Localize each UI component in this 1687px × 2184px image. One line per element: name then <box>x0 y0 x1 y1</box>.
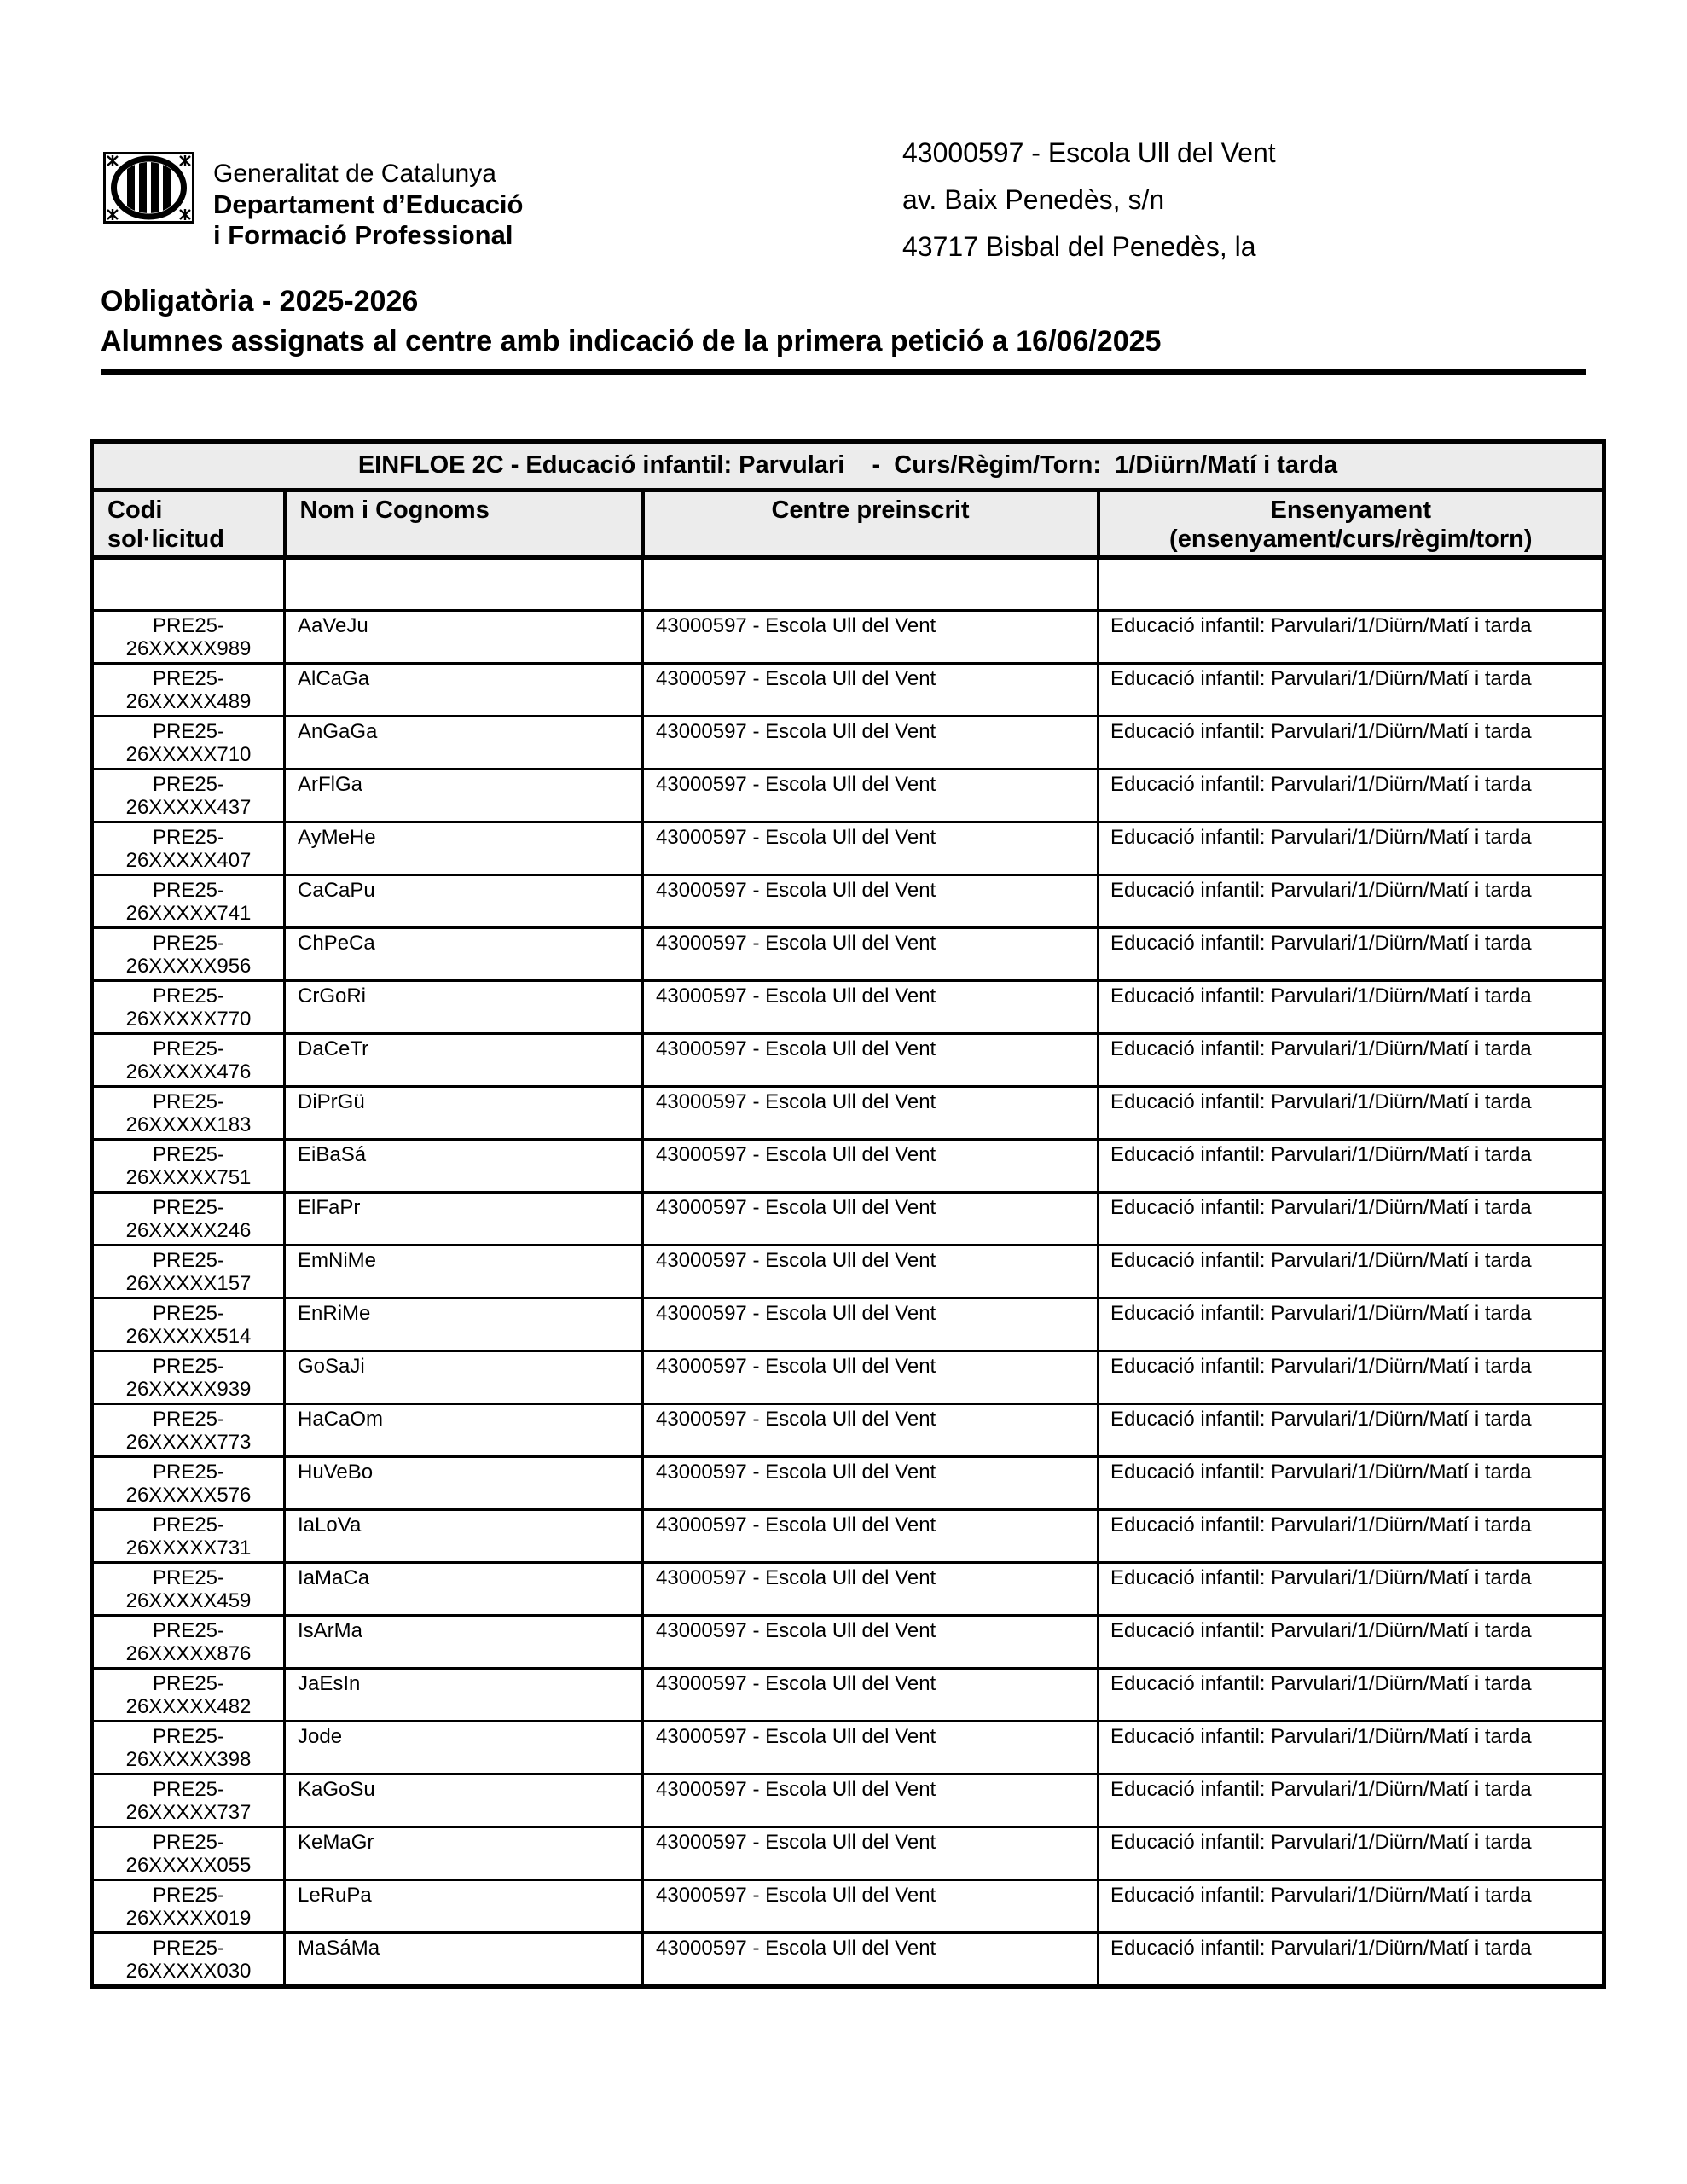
cell-centre-preinscrit: 43000597 - Escola Ull del Vent <box>643 1457 1099 1510</box>
codi-prefix: PRE25- <box>152 1408 225 1431</box>
cell-nom-cognoms: AyMeHe <box>285 822 643 875</box>
cell-ensenyament: Educació infantil: Parvulari/1/Diürn/Matí i tarda <box>1099 1827 1604 1880</box>
org-line-1: Generalitat de Catalunya <box>213 160 496 188</box>
codi-prefix: PRE25- <box>152 667 225 690</box>
codi-prefix: PRE25- <box>152 720 225 743</box>
table-row <box>92 1298 1604 1351</box>
codi-prefix: PRE25- <box>152 1831 225 1854</box>
cell-nom-cognoms: KaGoSu <box>285 1774 643 1827</box>
codi-prefix: PRE25- <box>152 1196 225 1219</box>
title-line-2: Alumnes assignats al centre amb indicació de la primera petició a 16/06/2025 <box>101 325 1162 357</box>
codi-number: 26XXXXX876 <box>125 1642 252 1665</box>
cell-nom-cognoms: CrGoRi <box>285 981 643 1034</box>
title-line-1: Obligatòria - 2025-2026 <box>101 285 419 317</box>
cell-centre-preinscrit: 43000597 - Escola Ull del Vent <box>643 1563 1099 1616</box>
table-row <box>92 770 1604 822</box>
cell-nom-cognoms: IaLoVa <box>285 1510 643 1563</box>
table-row <box>92 1827 1604 1880</box>
codi-prefix: PRE25- <box>152 1725 225 1748</box>
group-header-row <box>92 442 1604 491</box>
cell-ensenyament: Educació infantil: Parvulari/1/Diürn/Matí i tarda <box>1099 1193 1604 1246</box>
codi-prefix: PRE25- <box>152 614 225 637</box>
table-row <box>92 1774 1604 1827</box>
codi-number: 26XXXXX183 <box>125 1113 252 1136</box>
codi-number: 26XXXXX737 <box>125 1801 252 1824</box>
cell-nom-cognoms: DiPrGü <box>285 1087 643 1140</box>
cell-centre-preinscrit: 43000597 - Escola Ull del Vent <box>643 1774 1099 1827</box>
cell-codi-sollicitud <box>92 1510 285 1563</box>
cell-ensenyament: Educació infantil: Parvulari/1/Diürn/Matí i tarda <box>1099 1510 1604 1563</box>
table-row <box>92 664 1604 717</box>
cell-ensenyament: Educació infantil: Parvulari/1/Diürn/Matí i tarda <box>1099 1722 1604 1774</box>
cell-codi-sollicitud <box>92 1193 285 1246</box>
cell-nom-cognoms: KeMaGr <box>285 1827 643 1880</box>
col-header-centre: Centre preinscrit <box>643 491 1099 558</box>
cell-centre-preinscrit: 43000597 - Escola Ull del Vent <box>643 1246 1099 1298</box>
cell-ensenyament: Educació infantil: Parvulari/1/Diürn/Matí i tarda <box>1099 1034 1604 1087</box>
cell-nom-cognoms: ChPeCa <box>285 928 643 981</box>
cell-codi-sollicitud <box>92 664 285 717</box>
cell-ensenyament: Educació infantil: Parvulari/1/Diürn/Matí i tarda <box>1099 875 1604 928</box>
codi-prefix: PRE25- <box>152 1037 225 1060</box>
cell-codi-sollicitud <box>92 1034 285 1087</box>
cell-ensenyament: Educació infantil: Parvulari/1/Diürn/Matí i tarda <box>1099 1404 1604 1457</box>
table-row <box>92 1140 1604 1193</box>
table-row <box>92 1087 1604 1140</box>
codi-prefix: PRE25- <box>152 1778 225 1801</box>
cell-nom-cognoms: AnGaGa <box>285 717 643 770</box>
table-row <box>92 1351 1604 1404</box>
cell-ensenyament: Educació infantil: Parvulari/1/Diürn/Matí i tarda <box>1099 1774 1604 1827</box>
codi-prefix: PRE25- <box>152 1302 225 1325</box>
school-address-block <box>902 130 1276 270</box>
codi-prefix: PRE25- <box>152 932 225 955</box>
cell-codi-sollicitud <box>92 1722 285 1774</box>
col-header-ens-line2: (ensenyament/curs/règim/torn) <box>1169 526 1533 553</box>
codi-prefix: PRE25- <box>152 1619 225 1642</box>
group-header: EINFLOE 2C - Educació infantil: Parvulari - Curs/Règim/Torn: 1/Diürn/Matí i tarda <box>92 442 1604 491</box>
cell-centre-preinscrit: 43000597 - Escola Ull del Vent <box>643 822 1099 875</box>
cell-codi-sollicitud <box>92 1298 285 1351</box>
cell-centre-preinscrit: 43000597 - Escola Ull del Vent <box>643 875 1099 928</box>
cell-ensenyament: Educació infantil: Parvulari/1/Diürn/Matí i tarda <box>1099 1933 1604 1987</box>
cell-nom-cognoms: EiBaSá <box>285 1140 643 1193</box>
cell-nom-cognoms: CaCaPu <box>285 875 643 928</box>
cell-nom-cognoms: AaVeJu <box>285 611 643 664</box>
cell-nom-cognoms: HaCaOm <box>285 1404 643 1457</box>
table-row <box>92 1616 1604 1669</box>
cell-codi-sollicitud <box>92 981 285 1034</box>
cell-codi-sollicitud <box>92 1669 285 1722</box>
cell-centre-preinscrit: 43000597 - Escola Ull del Vent <box>643 1880 1099 1933</box>
codi-number: 26XXXXX437 <box>125 796 252 819</box>
org-line-3: i Formació Professional <box>213 220 513 250</box>
codi-number: 26XXXXX773 <box>125 1431 252 1454</box>
header-body-divider <box>92 557 1604 611</box>
table-row <box>92 981 1604 1034</box>
codi-number: 26XXXXX019 <box>125 1907 252 1930</box>
codi-number: 26XXXXX710 <box>125 743 252 766</box>
table-row <box>92 1404 1604 1457</box>
table-row <box>92 1246 1604 1298</box>
codi-number: 26XXXXX731 <box>125 1536 252 1560</box>
codi-prefix: PRE25- <box>152 1355 225 1378</box>
cell-codi-sollicitud <box>92 1880 285 1933</box>
cell-ensenyament: Educació infantil: Parvulari/1/Diürn/Matí i tarda <box>1099 1880 1604 1933</box>
cell-nom-cognoms: EnRiMe <box>285 1298 643 1351</box>
table-row <box>92 1034 1604 1087</box>
cell-ensenyament: Educació infantil: Parvulari/1/Diürn/Matí i tarda <box>1099 1140 1604 1193</box>
page-title <box>101 282 1586 375</box>
codi-prefix: PRE25- <box>152 1937 225 1960</box>
table-row <box>92 875 1604 928</box>
cell-codi-sollicitud <box>92 770 285 822</box>
codi-number: 26XXXXX459 <box>125 1589 252 1612</box>
col-header-ensenyament <box>1099 491 1604 558</box>
cell-centre-preinscrit: 43000597 - Escola Ull del Vent <box>643 1298 1099 1351</box>
cell-nom-cognoms: DaCeTr <box>285 1034 643 1087</box>
codi-prefix: PRE25- <box>152 1249 225 1272</box>
codi-number: 26XXXXX476 <box>125 1060 252 1083</box>
col-header-nom: Nom i Cognoms <box>285 491 643 558</box>
cell-centre-preinscrit: 43000597 - Escola Ull del Vent <box>643 928 1099 981</box>
cell-codi-sollicitud <box>92 822 285 875</box>
codi-number: 26XXXXX770 <box>125 1008 252 1031</box>
cell-centre-preinscrit: 43000597 - Escola Ull del Vent <box>643 1034 1099 1087</box>
codi-prefix: PRE25- <box>152 1143 225 1166</box>
table-row <box>92 717 1604 770</box>
cell-centre-preinscrit: 43000597 - Escola Ull del Vent <box>643 1669 1099 1722</box>
cell-centre-preinscrit: 43000597 - Escola Ull del Vent <box>643 981 1099 1034</box>
cell-centre-preinscrit: 43000597 - Escola Ull del Vent <box>643 1933 1099 1987</box>
cell-ensenyament: Educació infantil: Parvulari/1/Diürn/Matí i tarda <box>1099 611 1604 664</box>
cell-codi-sollicitud <box>92 1933 285 1987</box>
codi-prefix: PRE25- <box>152 773 225 796</box>
column-header-row <box>92 491 1604 558</box>
school-street: av. Baix Penedès, s/n <box>902 184 1165 215</box>
table-row <box>92 1669 1604 1722</box>
cell-codi-sollicitud <box>92 1087 285 1140</box>
cell-nom-cognoms: AlCaGa <box>285 664 643 717</box>
codi-number: 26XXXXX246 <box>125 1219 252 1242</box>
cell-codi-sollicitud <box>92 1140 285 1193</box>
cell-centre-preinscrit: 43000597 - Escola Ull del Vent <box>643 1193 1099 1246</box>
cell-centre-preinscrit: 43000597 - Escola Ull del Vent <box>643 664 1099 717</box>
codi-prefix: PRE25- <box>152 1672 225 1695</box>
cell-nom-cognoms: GoSaJi <box>285 1351 643 1404</box>
cell-nom-cognoms: ArFlGa <box>285 770 643 822</box>
cell-codi-sollicitud <box>92 875 285 928</box>
cell-nom-cognoms: EmNiMe <box>285 1246 643 1298</box>
codi-prefix: PRE25- <box>152 1090 225 1113</box>
codi-number: 26XXXXX741 <box>125 902 252 925</box>
codi-prefix: PRE25- <box>152 1566 225 1589</box>
cell-nom-cognoms: IaMaCa <box>285 1563 643 1616</box>
cell-nom-cognoms: JaEsIn <box>285 1669 643 1722</box>
cell-ensenyament: Educació infantil: Parvulari/1/Diürn/Matí i tarda <box>1099 981 1604 1034</box>
cell-ensenyament: Educació infantil: Parvulari/1/Diürn/Matí i tarda <box>1099 1563 1604 1616</box>
codi-number: 26XXXXX398 <box>125 1748 252 1771</box>
cell-ensenyament: Educació infantil: Parvulari/1/Diürn/Matí i tarda <box>1099 1298 1604 1351</box>
cell-codi-sollicitud <box>92 1246 285 1298</box>
cell-codi-sollicitud <box>92 1774 285 1827</box>
cell-centre-preinscrit: 43000597 - Escola Ull del Vent <box>643 1616 1099 1669</box>
codi-number: 26XXXXX514 <box>125 1325 252 1348</box>
codi-prefix: PRE25- <box>152 985 225 1008</box>
codi-number: 26XXXXX576 <box>125 1484 252 1507</box>
cell-nom-cognoms: ElFaPr <box>285 1193 643 1246</box>
cell-codi-sollicitud <box>92 1616 285 1669</box>
table-row <box>92 1880 1604 1933</box>
organization-block <box>213 159 523 251</box>
cell-codi-sollicitud <box>92 1563 285 1616</box>
table-row <box>92 1510 1604 1563</box>
codi-number: 26XXXXX030 <box>125 1960 252 1983</box>
col-header-codi-line2: sol·licitud <box>107 526 224 553</box>
cell-centre-preinscrit: 43000597 - Escola Ull del Vent <box>643 611 1099 664</box>
codi-number: 26XXXXX751 <box>125 1166 252 1189</box>
cell-codi-sollicitud <box>92 717 285 770</box>
codi-number: 26XXXXX407 <box>125 849 252 872</box>
cell-ensenyament: Educació infantil: Parvulari/1/Diürn/Matí i tarda <box>1099 1246 1604 1298</box>
cell-codi-sollicitud <box>92 1457 285 1510</box>
table-row <box>92 1563 1604 1616</box>
codi-number: 26XXXXX989 <box>125 637 252 660</box>
col-header-codi <box>92 491 285 558</box>
generalitat-logo-icon <box>103 152 194 224</box>
school-code-name: 43000597 - Escola Ull del Vent <box>902 137 1276 168</box>
cell-nom-cognoms: LeRuPa <box>285 1880 643 1933</box>
school-city: 43717 Bisbal del Penedès, la <box>902 231 1256 262</box>
cell-ensenyament: Educació infantil: Parvulari/1/Diürn/Matí i tarda <box>1099 770 1604 822</box>
table-row <box>92 611 1604 664</box>
codi-number: 26XXXXX482 <box>125 1695 252 1718</box>
codi-number: 26XXXXX956 <box>125 955 252 978</box>
col-header-ens-line1: Ensenyament <box>1270 497 1432 524</box>
cell-nom-cognoms: HuVeBo <box>285 1457 643 1510</box>
codi-prefix: PRE25- <box>152 826 225 849</box>
codi-number: 26XXXXX489 <box>125 690 252 713</box>
cell-codi-sollicitud <box>92 611 285 664</box>
cell-ensenyament: Educació infantil: Parvulari/1/Diürn/Matí i tarda <box>1099 928 1604 981</box>
cell-ensenyament: Educació infantil: Parvulari/1/Diürn/Matí i tarda <box>1099 1616 1604 1669</box>
org-line-2: Departament d’Educació <box>213 189 524 219</box>
table-row <box>92 1933 1604 1987</box>
cell-codi-sollicitud <box>92 1351 285 1404</box>
cell-centre-preinscrit: 43000597 - Escola Ull del Vent <box>643 1827 1099 1880</box>
codi-number: 26XXXXX157 <box>125 1272 252 1295</box>
cell-centre-preinscrit: 43000597 - Escola Ull del Vent <box>643 1351 1099 1404</box>
cell-ensenyament: Educació infantil: Parvulari/1/Diürn/Matí i tarda <box>1099 1669 1604 1722</box>
cell-nom-cognoms: IsArMa <box>285 1616 643 1669</box>
cell-centre-preinscrit: 43000597 - Escola Ull del Vent <box>643 1087 1099 1140</box>
cell-nom-cognoms: MaSáMa <box>285 1933 643 1987</box>
codi-number: 26XXXXX055 <box>125 1854 252 1877</box>
cell-ensenyament: Educació infantil: Parvulari/1/Diürn/Matí i tarda <box>1099 822 1604 875</box>
codi-prefix: PRE25- <box>152 879 225 902</box>
cell-codi-sollicitud <box>92 1404 285 1457</box>
cell-codi-sollicitud <box>92 928 285 981</box>
cell-ensenyament: Educació infantil: Parvulari/1/Diürn/Matí i tarda <box>1099 1087 1604 1140</box>
assignments-table <box>90 439 1606 1989</box>
table-row <box>92 822 1604 875</box>
codi-prefix: PRE25- <box>152 1513 225 1536</box>
cell-ensenyament: Educació infantil: Parvulari/1/Diürn/Matí i tarda <box>1099 664 1604 717</box>
codi-number: 26XXXXX939 <box>125 1378 252 1401</box>
codi-prefix: PRE25- <box>152 1461 225 1484</box>
codi-prefix: PRE25- <box>152 1884 225 1907</box>
table-row <box>92 1457 1604 1510</box>
cell-ensenyament: Educació infantil: Parvulari/1/Diürn/Matí i tarda <box>1099 1351 1604 1404</box>
cell-centre-preinscrit: 43000597 - Escola Ull del Vent <box>643 1722 1099 1774</box>
cell-codi-sollicitud <box>92 1827 285 1880</box>
cell-centre-preinscrit: 43000597 - Escola Ull del Vent <box>643 1140 1099 1193</box>
cell-nom-cognoms: Jode <box>285 1722 643 1774</box>
cell-centre-preinscrit: 43000597 - Escola Ull del Vent <box>643 717 1099 770</box>
table-row <box>92 928 1604 981</box>
table-row <box>92 1722 1604 1774</box>
cell-centre-preinscrit: 43000597 - Escola Ull del Vent <box>643 1510 1099 1563</box>
col-header-codi-line1: Codi <box>107 497 163 524</box>
cell-centre-preinscrit: 43000597 - Escola Ull del Vent <box>643 770 1099 822</box>
cell-ensenyament: Educació infantil: Parvulari/1/Diürn/Matí i tarda <box>1099 717 1604 770</box>
cell-centre-preinscrit: 43000597 - Escola Ull del Vent <box>643 1404 1099 1457</box>
cell-ensenyament: Educació infantil: Parvulari/1/Diürn/Matí i tarda <box>1099 1457 1604 1510</box>
table-row <box>92 1193 1604 1246</box>
